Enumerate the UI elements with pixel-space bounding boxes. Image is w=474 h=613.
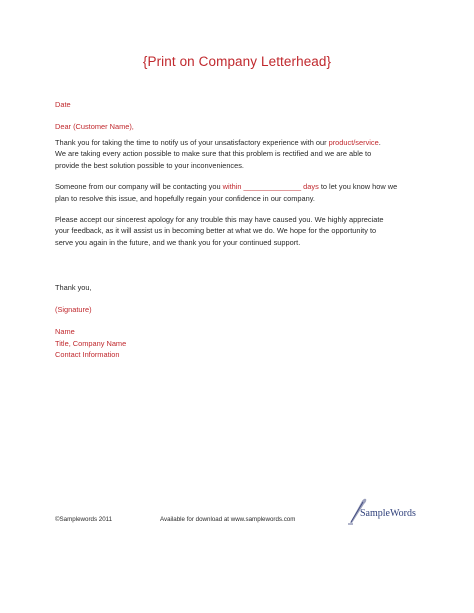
days-field: within ______________ days [222, 181, 319, 191]
salutation: Dear (Customer Name), [55, 122, 134, 132]
para1-line1-text: Thank you for taking the time to notify us of your unsatisfactory experience with our [55, 137, 329, 147]
letter-body [55, 99, 405, 361]
signature-field: (Signature) [55, 305, 92, 315]
paragraph-1 [55, 137, 405, 172]
para1-line3: provide the best solution possible to your inconveniences. [55, 160, 244, 170]
closing: Thank you, [55, 282, 92, 292]
contact-info-field: Contact Information [55, 350, 120, 360]
date-field: Date [55, 100, 71, 109]
letterhead-placeholder: {Print on Company Letterhead} [142, 54, 332, 69]
para3-line2: your feedback, as it will assist us in becoming better at what we do. We hope for the opportunity to [55, 226, 377, 236]
para3-line3: serve you again in the future, and we thank you for your continued support. [55, 237, 301, 247]
para2-line2: plan to resolve this issue, and hopefully regain your confidence in our company. [55, 193, 315, 203]
paragraph-3 [55, 214, 405, 249]
para1-line2: We are taking every action possible to make sure that this problem is rectified and we are able to [55, 149, 372, 159]
para2-line1-end: to let you know how we [318, 181, 398, 191]
logo-text: SampleWords [360, 508, 416, 519]
footer-download-link[interactable]: Available for download at www.samplewords.com [160, 516, 296, 523]
name-field: Name [55, 327, 75, 337]
product-service-field: product/service [328, 137, 379, 147]
para1-line1-end: . [378, 137, 381, 147]
para3-line1: Please accept our sincerest apology for any trouble this may have caused you. We highly appreciate [55, 214, 384, 224]
footer-copyright: ©Samplewords 2011 [55, 516, 113, 523]
title-company-field: Title, Company Name [55, 338, 127, 348]
paragraph-2 [55, 181, 405, 204]
footer [55, 516, 315, 523]
para2-line1-text: Someone from our company will be contacting you [55, 181, 223, 191]
samplewords-logo [346, 497, 426, 525]
